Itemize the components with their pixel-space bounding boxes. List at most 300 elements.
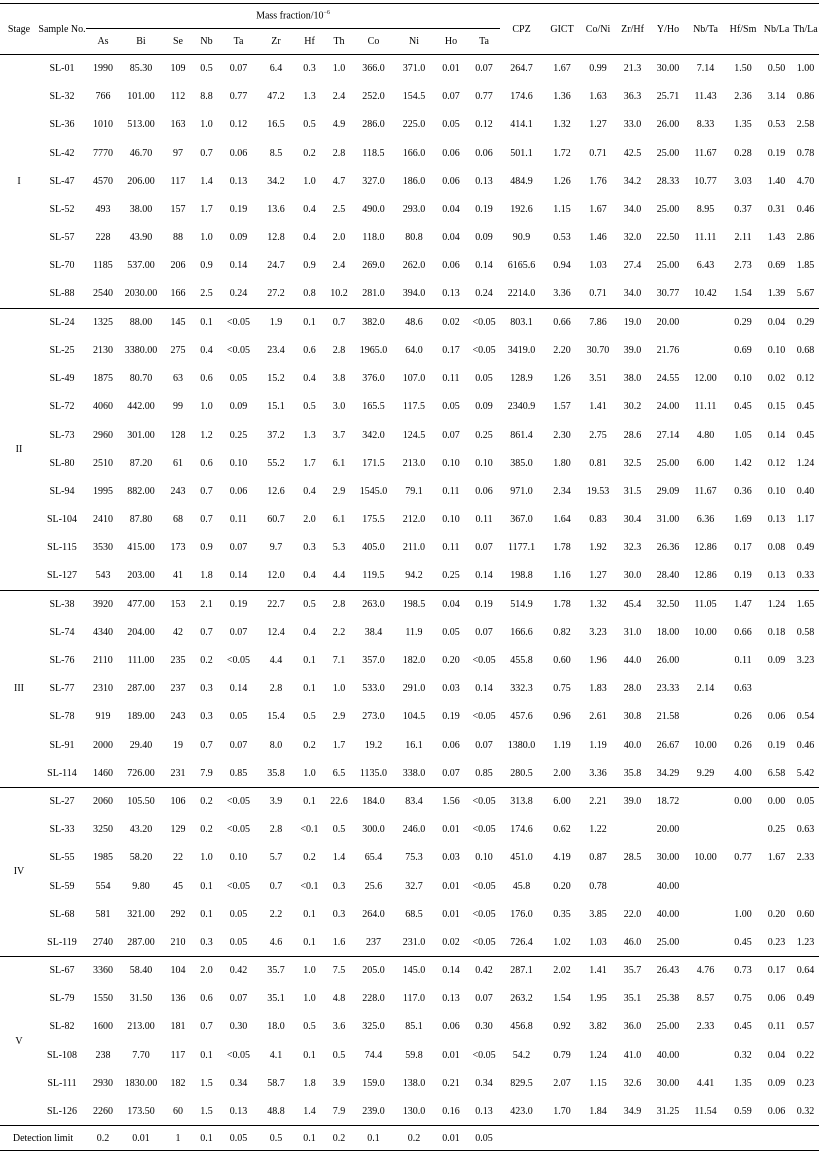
value-cell: 38.4: [364, 626, 383, 638]
table-row: [0, 506, 819, 534]
value-cell: 12.86: [694, 570, 717, 582]
value-cell: 0.46: [796, 739, 815, 751]
value-cell: 367.0: [510, 514, 533, 526]
value-cell: 513.00: [127, 119, 155, 131]
value-cell: 42: [173, 626, 183, 638]
mass-fraction-label: Mass fraction/10: [256, 10, 324, 22]
value-cell: 0.04: [442, 204, 460, 216]
value-cell: 37.2: [267, 429, 285, 441]
value-cell: 35.7: [615, 957, 650, 985]
value-cell: 0.09: [767, 655, 786, 667]
value-cell: 287.1: [500, 957, 543, 985]
value-cell: 1.03: [589, 936, 607, 948]
table-row: [0, 844, 819, 872]
value-cell: 0.4: [303, 373, 316, 385]
value-cell: 4060: [93, 401, 113, 413]
value-cell: 0.6: [200, 373, 213, 385]
value-cell: 107.0: [402, 373, 426, 385]
value-cell: 0.57: [796, 1021, 815, 1033]
sample-id-cell: SL-76: [49, 655, 75, 667]
sample-id-cell: SL-36: [49, 119, 75, 131]
value-cell: 237: [366, 936, 381, 948]
value-cell: 262.0: [402, 260, 426, 272]
value-cell: 1.67: [767, 852, 786, 864]
value-cell: 212.0: [402, 514, 426, 526]
value-cell: 0.2: [194, 787, 219, 815]
value-cell: 327.0: [362, 175, 385, 187]
value-cell: 30.0: [623, 570, 642, 582]
value-cell: 6.00: [543, 787, 581, 815]
sample-id-cell: SL-72: [49, 401, 75, 413]
value-cell: 117.5: [402, 401, 426, 413]
value-cell: 2260: [93, 1105, 113, 1117]
value-cell: 0.01: [442, 880, 460, 892]
value-cell: 1.35: [734, 1077, 752, 1089]
value-cell: 1550: [93, 993, 113, 1005]
value-cell: 0.4: [303, 204, 316, 216]
value-cell: [686, 816, 725, 844]
value-cell: 38.00: [129, 204, 153, 216]
value-cell: 1.15: [589, 1077, 607, 1089]
value-cell: 342.0: [362, 429, 385, 441]
value-cell: 2.8: [332, 344, 346, 356]
value-cell: 16.1: [405, 739, 423, 751]
value-cell: 0.4: [303, 626, 316, 638]
value-cell: <0.05: [472, 344, 496, 356]
value-cell: 971.0: [510, 485, 533, 497]
value-cell: 2.33: [696, 1021, 715, 1033]
detection-limit-cell: 0.1: [353, 1126, 394, 1151]
value-cell: 20.00: [656, 824, 680, 836]
value-cell: 1.0: [200, 232, 213, 244]
value-cell: 0.42: [468, 957, 500, 985]
table-row: [0, 83, 819, 111]
column-header: Co/Ni: [581, 4, 615, 55]
value-cell: 1.36: [553, 91, 571, 103]
column-header: Bi: [120, 29, 162, 55]
value-cell: 88.00: [120, 308, 162, 336]
value-cell: 0.13: [475, 1105, 493, 1117]
value-cell: 2214.0: [507, 288, 536, 300]
sample-id-cell: SL-32: [49, 91, 75, 103]
value-cell: 0.06: [442, 147, 460, 159]
value-cell: 25.38: [656, 993, 680, 1005]
value-cell: 2.58: [796, 119, 815, 131]
value-cell: 0.3: [332, 908, 346, 920]
value-cell: 0.03: [442, 852, 460, 864]
value-cell: 0.78: [589, 880, 607, 892]
value-cell: 0.6: [200, 993, 213, 1005]
value-cell: 1.8: [303, 1077, 316, 1089]
value-cell: 34.2: [623, 175, 642, 187]
value-cell: 87.20: [129, 457, 153, 469]
value-cell: 34.0: [623, 288, 642, 300]
value-cell: 34.0: [623, 204, 642, 216]
value-cell: 286.0: [362, 119, 385, 131]
value-cell: 12.8: [267, 232, 285, 244]
value-cell: [725, 872, 761, 900]
value-cell: 300.0: [362, 824, 385, 836]
value-cell: 0.10: [767, 344, 786, 356]
value-cell: 252.0: [362, 91, 385, 103]
value-cell: 1.42: [734, 457, 752, 469]
value-cell: 287.00: [127, 683, 155, 695]
value-cell: 11.67: [694, 147, 717, 159]
value-cell: 235: [170, 655, 186, 667]
value-cell: 264.7: [500, 55, 543, 83]
value-cell: 1.26: [553, 373, 571, 385]
value-cell: 198.5: [394, 590, 434, 618]
value-cell: 3.36: [553, 288, 571, 300]
value-cell: 165.5: [362, 401, 385, 413]
value-cell: 803.1: [500, 308, 543, 336]
value-cell: 0.2: [200, 824, 213, 836]
value-cell: 45: [173, 880, 183, 892]
table-row: [0, 111, 819, 139]
value-cell: 32.7: [405, 880, 423, 892]
value-cell: 205.0: [353, 957, 394, 985]
value-cell: 0.13: [229, 175, 248, 187]
value-cell: 301.00: [127, 429, 155, 441]
value-cell: <0.05: [226, 344, 251, 356]
value-cell: 0.13: [442, 288, 460, 300]
value-cell: 29.09: [656, 485, 680, 497]
sample-id-cell: SL-01: [38, 55, 86, 83]
value-cell: 0.07: [442, 767, 460, 779]
value-cell: 313.8: [500, 787, 543, 815]
value-cell: 1965.0: [359, 344, 388, 356]
value-cell: 30.00: [656, 1077, 680, 1089]
value-cell: 0.17: [761, 957, 792, 985]
table-row: [0, 1041, 819, 1069]
value-cell: 1.84: [589, 1105, 607, 1117]
value-cell: 0.9: [200, 260, 213, 272]
value-cell: 211.0: [402, 542, 426, 554]
value-cell: 210: [170, 936, 186, 948]
value-cell: 6.00: [696, 457, 715, 469]
value-cell: 357.0: [362, 655, 385, 667]
value-cell: 0.06: [442, 1021, 460, 1033]
value-cell: 32.3: [623, 542, 642, 554]
mass-fraction-exponent: −6: [323, 10, 330, 17]
value-cell: 239.0: [362, 1105, 385, 1117]
value-cell: 0.4: [303, 570, 316, 582]
value-cell: 61: [173, 457, 183, 469]
value-cell: 10.77: [694, 175, 717, 187]
value-cell: <0.05: [226, 655, 251, 667]
value-cell: 0.09: [229, 232, 248, 244]
value-cell: 2.36: [734, 91, 752, 103]
value-cell: 0.09: [475, 232, 493, 244]
value-cell: 2.9: [332, 485, 346, 497]
value-cell: [686, 1041, 725, 1069]
value-cell: 0.46: [796, 204, 815, 216]
value-cell: 5.3: [332, 542, 346, 554]
sample-id-cell: SL-77: [49, 683, 75, 695]
value-cell: 0.77: [229, 91, 248, 103]
value-cell: 2.00: [553, 767, 571, 779]
value-cell: 0.45: [734, 936, 752, 948]
value-cell: 273.0: [362, 711, 385, 723]
value-cell: 0.01: [442, 908, 460, 920]
value-cell: 0.20: [442, 655, 460, 667]
value-cell: 581: [95, 908, 111, 920]
value-cell: 0.33: [796, 570, 815, 582]
value-cell: 2740: [93, 936, 113, 948]
value-cell: 0.71: [589, 147, 607, 159]
value-cell: 1.03: [589, 260, 607, 272]
value-cell: 65.4: [364, 852, 383, 864]
value-cell: 7.70: [132, 1049, 150, 1061]
table-row: [0, 731, 819, 759]
value-cell: 31.5: [623, 485, 642, 497]
value-cell: 228: [95, 232, 111, 244]
value-cell: 0.24: [475, 288, 493, 300]
value-cell: 0.85: [229, 767, 248, 779]
value-cell: 332.3: [510, 683, 533, 695]
value-cell: 1.00: [734, 908, 752, 920]
value-cell: 19.0: [615, 308, 650, 336]
value-cell: 0.14: [229, 683, 248, 695]
value-cell: 6165.6: [507, 260, 536, 272]
value-cell: 10.00: [694, 852, 717, 864]
table-row: [0, 365, 819, 393]
value-cell: 0.77: [475, 91, 493, 103]
value-cell: 3.8: [332, 373, 346, 385]
value-cell: 27.2: [267, 288, 285, 300]
value-cell: 1.67: [543, 55, 581, 83]
value-cell: 1.19: [553, 739, 571, 751]
value-cell: 129: [170, 824, 186, 836]
value-cell: 0.05: [229, 373, 248, 385]
value-cell: 1.24: [589, 1049, 607, 1061]
value-cell: 2.21: [581, 787, 615, 815]
value-cell: 22.7: [258, 590, 294, 618]
value-cell: 15.1: [267, 401, 285, 413]
value-cell: 118.5: [362, 147, 385, 159]
value-cell: 1.80: [553, 457, 571, 469]
value-cell: 40.00: [656, 1049, 680, 1061]
value-cell: 8.33: [696, 119, 715, 131]
value-cell: 4.00: [734, 767, 752, 779]
value-cell: 0.07: [475, 542, 493, 554]
value-cell: 0.5: [332, 1049, 346, 1061]
value-cell: 2.61: [589, 711, 607, 723]
value-cell: 0.24: [229, 288, 248, 300]
value-cell: 25.00: [656, 1021, 680, 1033]
value-cell: 4.80: [696, 429, 715, 441]
value-cell: 1.76: [589, 175, 607, 187]
sample-id-cell: SL-79: [49, 993, 75, 1005]
value-cell: 0.59: [734, 1105, 752, 1117]
value-cell: 30.8: [623, 711, 642, 723]
value-cell: 11.54: [694, 1105, 717, 1117]
value-cell: 4.8: [332, 993, 346, 1005]
value-cell: 0.26: [734, 711, 752, 723]
table-row: [0, 280, 819, 308]
value-cell: 1875: [93, 373, 113, 385]
value-cell: 0.13: [442, 993, 460, 1005]
value-cell: 3.6: [332, 1021, 346, 1033]
detection-limit-label: Detection limit: [0, 1126, 86, 1151]
value-cell: 0.28: [734, 147, 752, 159]
table-row: [0, 562, 819, 590]
column-header: GICT: [543, 4, 581, 55]
value-cell: 22.0: [623, 908, 642, 920]
value-cell: 1.9: [258, 308, 294, 336]
table-row: [0, 928, 819, 956]
value-cell: 19: [173, 739, 183, 751]
value-cell: 0.1: [294, 787, 325, 815]
value-cell: 32.0: [623, 232, 642, 244]
value-cell: 0.5: [294, 590, 325, 618]
value-cell: 8.5: [269, 147, 283, 159]
value-cell: 0.19: [475, 204, 493, 216]
value-cell: 153: [162, 590, 194, 618]
value-cell: 31.00: [656, 514, 680, 526]
value-cell: 0.87: [589, 852, 607, 864]
table-row: [0, 646, 819, 674]
column-header: Nb: [194, 29, 219, 55]
value-cell: 456.8: [510, 1021, 533, 1033]
value-cell: 6.1: [332, 514, 346, 526]
value-cell: 25.00: [656, 936, 680, 948]
column-header: Zr/Hf: [615, 4, 650, 55]
value-cell: 228.0: [362, 993, 385, 1005]
value-cell: 8.8: [200, 91, 213, 103]
value-cell: 15.4: [267, 711, 285, 723]
value-cell: 0.4: [303, 232, 316, 244]
value-cell: 0.45: [796, 429, 815, 441]
value-cell: 171.5: [362, 457, 385, 469]
value-cell: 231.0: [402, 936, 426, 948]
value-cell: 0.94: [553, 260, 571, 272]
value-cell: 19.2: [364, 739, 383, 751]
value-cell: 0.20: [767, 908, 786, 920]
value-cell: 35.7: [258, 957, 294, 985]
value-cell: 27.14: [656, 429, 680, 441]
value-cell: <0.05: [219, 308, 258, 336]
sample-id-cell: SL-68: [49, 908, 75, 920]
value-cell: 0.10: [442, 514, 460, 526]
column-header: Co: [353, 29, 394, 55]
value-cell: 0.11: [767, 1021, 786, 1033]
table-row: [0, 590, 819, 618]
value-cell: 1.4: [200, 175, 213, 187]
value-cell: 2.14: [696, 683, 715, 695]
value-cell: 287.00: [127, 936, 155, 948]
value-cell: 0.6: [200, 457, 213, 469]
value-cell: 0.40: [796, 485, 815, 497]
value-cell: 0.63: [734, 683, 752, 695]
value-cell: 9.29: [696, 767, 715, 779]
value-cell: 3419.0: [507, 344, 536, 356]
value-cell: 0.1: [303, 1049, 316, 1061]
value-cell: 3360: [86, 957, 120, 985]
value-cell: 42.5: [623, 147, 642, 159]
value-cell: [686, 928, 725, 956]
value-cell: 1.7: [303, 457, 316, 469]
value-cell: 0.4: [200, 344, 213, 356]
table-row: [0, 1097, 819, 1125]
value-cell: 34.9: [623, 1105, 642, 1117]
value-cell: 38.0: [623, 373, 642, 385]
value-cell: 543: [95, 570, 111, 582]
value-cell: 0.06: [767, 711, 786, 723]
value-cell: 292: [170, 908, 186, 920]
sample-id-cell: SL-111: [47, 1077, 77, 1089]
value-cell: 46.70: [129, 147, 153, 159]
value-cell: [792, 872, 819, 900]
value-cell: 394.0: [402, 288, 426, 300]
value-cell: 6.4: [258, 55, 294, 83]
value-cell: 47.2: [267, 91, 285, 103]
value-cell: 0.42: [219, 957, 258, 985]
value-cell: 1.19: [589, 739, 607, 751]
value-cell: 0.13: [767, 514, 786, 526]
value-cell: 0.9: [200, 542, 213, 554]
value-cell: 0.07: [475, 626, 493, 638]
value-cell: 0.05: [442, 119, 460, 131]
value-cell: 34.29: [656, 767, 680, 779]
value-cell: 1.65: [792, 590, 819, 618]
value-cell: 35.1: [267, 993, 285, 1005]
table-row: [0, 477, 819, 505]
value-cell: 1.78: [543, 590, 581, 618]
table-row: [0, 1069, 819, 1097]
value-cell: 40.00: [656, 908, 680, 920]
value-cell: 30.4: [623, 514, 642, 526]
value-cell: 1.96: [589, 655, 607, 667]
value-cell: <0.05: [226, 824, 251, 836]
value-cell: 7.9: [332, 1105, 346, 1117]
table-row: [0, 195, 819, 223]
value-cell: 829.5: [510, 1077, 533, 1089]
value-cell: 0.04: [761, 308, 792, 336]
value-cell: 0.68: [796, 344, 815, 356]
value-cell: 0.14: [475, 683, 493, 695]
value-cell: 68: [173, 514, 183, 526]
value-cell: 1.72: [553, 147, 571, 159]
value-cell: 766: [95, 91, 111, 103]
sample-id-cell: SL-33: [49, 824, 75, 836]
value-cell: 2.2: [269, 908, 283, 920]
value-cell: 136: [170, 993, 186, 1005]
value-cell: 1.5: [200, 1105, 213, 1117]
value-cell: 1.54: [553, 993, 571, 1005]
value-cell: 0.07: [442, 91, 460, 103]
sample-id-cell: SL-38: [38, 590, 86, 618]
value-cell: 1.39: [767, 288, 786, 300]
value-cell: 0.5: [303, 711, 316, 723]
value-cell: 25.00: [656, 260, 680, 272]
value-cell: 2.5: [200, 288, 213, 300]
value-cell: 198.8: [510, 570, 533, 582]
value-cell: 206.00: [127, 175, 155, 187]
geochemistry-table: [0, 3, 819, 1151]
value-cell: 97: [173, 147, 183, 159]
value-cell: 0.45: [734, 401, 752, 413]
value-cell: 0.96: [553, 711, 571, 723]
value-cell: 1990: [86, 55, 120, 83]
value-cell: 0.3: [200, 936, 213, 948]
value-cell: 1.95: [589, 993, 607, 1005]
value-cell: 29.40: [129, 739, 153, 751]
value-cell: 0.31: [767, 204, 786, 216]
value-cell: 9.7: [269, 542, 283, 554]
value-cell: 157: [170, 204, 186, 216]
value-cell: 106: [162, 787, 194, 815]
